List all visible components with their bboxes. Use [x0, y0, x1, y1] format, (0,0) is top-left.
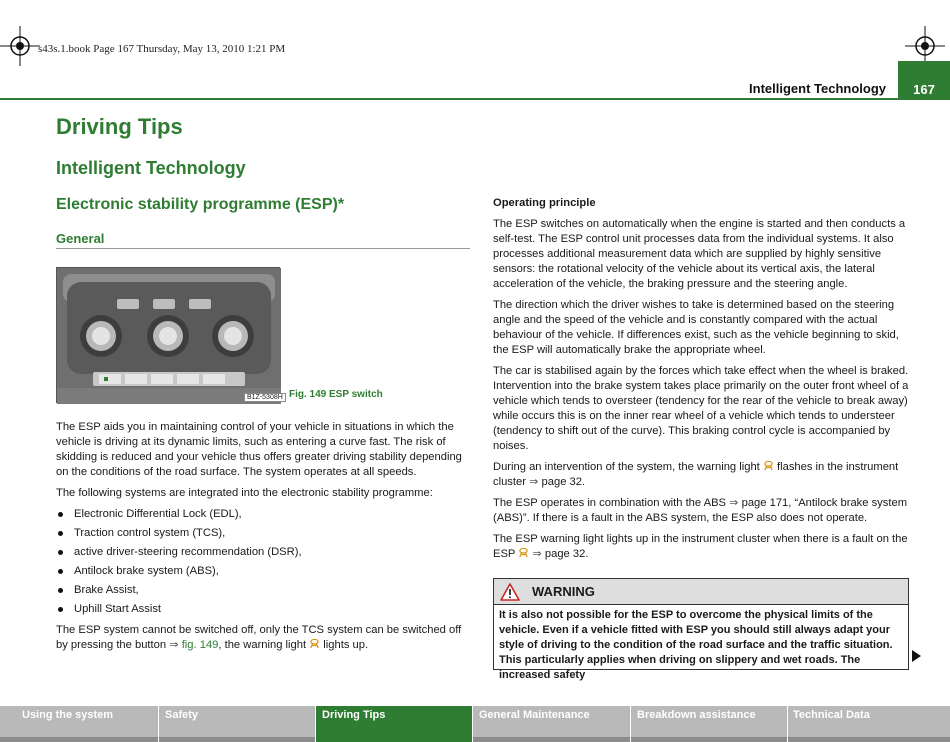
footer-tab-safety[interactable]: Safety [159, 706, 316, 742]
list-item: Traction control system (TCS), [56, 526, 472, 541]
operating-principle-heading: Operating principle [493, 197, 596, 209]
list-item: Uphill Start Assist [56, 602, 472, 617]
warning-box [493, 578, 909, 681]
esp-warning-lamp-icon [763, 460, 774, 471]
crop-mark-icon [0, 26, 40, 66]
direction-paragraph: The direction which the driver wishes to take is determined based on the steering angle and the speed of the vehicle and is constantly compared with the actual behaviour of the vehicle. If differences exist, such as the vehicle beginning to skid, the ESP will automatically brake the appropriate wheel. [493, 299, 899, 356]
continue-arrow-icon [912, 650, 921, 662]
warning-header [494, 579, 908, 605]
section-heading: Intelligent Technology [56, 158, 246, 178]
arrow-right-icon: ⇒ [532, 548, 542, 560]
page-number: 167 [898, 61, 950, 100]
topic-heading: General [56, 231, 470, 249]
intervention-paragraph: During an intervention of the system, the warning light flashes in the instrument cluster ⇒ page 32. [493, 461, 899, 488]
figure-code: B1Z-5308H [244, 393, 286, 402]
intro-paragraph: The ESP aids you in maintaining control of your vehicle in situations in which the vehicle is driving at its dynamic limits, such as entering a curve fast. The risk of skidding is reduced and your vehicle thus offers greater driving stability depending on the conditions of the road surface. The system operates at all speeds. [56, 421, 462, 478]
header-rule [0, 98, 898, 100]
list-item: Antilock brake system (ABS), [56, 564, 472, 579]
esp-warning-lamp-icon [518, 547, 529, 558]
switch-off-paragraph: The ESP system cannot be switched off, only the TCS system can be switched off by pressing the button ⇒ fig. 149, the warning light lights up. [56, 624, 462, 651]
self-test-paragraph: The ESP switches on automatically when the engine is started and then conducts a self-test. The ESP control unit processes data from the individual systems. It also processes additional measurement data which are supplied by highly sensitive sensors: the rotational velocity of the vehicle about its vertical axis, the lateral acceleration of the vehicle, the braking pressure and the steering angle. [493, 218, 906, 290]
footer-tab-driving-tips[interactable]: Driving Tips [316, 706, 473, 742]
arrow-right-icon: ⇒ [729, 497, 739, 509]
systems-intro-paragraph: The following systems are integrated into the electronic stability programme: [56, 487, 433, 499]
footer-tab-technical-data[interactable]: Technical Data [788, 706, 950, 742]
header-section-title: Intelligent Technology [749, 81, 886, 96]
footer-tab-general-maintenance[interactable]: General Maintenance [473, 706, 631, 742]
left-column [56, 420, 472, 659]
integrated-systems-list [56, 507, 472, 617]
footer-tab-breakdown-assistance[interactable]: Breakdown assistance [631, 706, 788, 742]
page-reference-link[interactable]: page 32. [544, 548, 589, 560]
page-reference-link[interactable]: page 171, “Antilock brake system (ABS)” [493, 497, 908, 524]
warning-triangle-icon [500, 583, 520, 601]
page-reference-link[interactable]: page 32. [541, 476, 586, 488]
warning-title: WARNING [532, 584, 595, 599]
stabilisation-paragraph: The car is stabilised again by the forces which take effect when the wheel is braked. Intervention into the brake system takes place primarily on the outer front wheel of a vehicle which tends to oversteer (tendency for the rear of the vehicle to break away) while occurs this is on the inner rear wheel of a vehicle which tends to understeer (tendency to shift out of the curve). This braking control cycle is accompanied by noises. [493, 365, 909, 452]
abs-paragraph: The ESP operates in combination with the ABS ⇒ page 171, “Antilock brake system (ABS)”. If there is a fault in the ABS system, the ESP also does not operate. [493, 497, 908, 524]
list-item: Electronic Differential Lock (EDL), [56, 507, 472, 522]
list-item: Brake Assist, [56, 583, 472, 598]
esp-switch-figure [56, 267, 280, 403]
arrow-right-icon: ⇒ [529, 476, 539, 488]
warning-text: It is also not possible for the ESP to overcome the physical limits of the vehicle. Even if a vehicle fitted with ESP you should still always adapt your style of driving to the condition of the road surface and the traffic situation. This particularly applies when driving on slippery and wet roads. The increased safety [499, 609, 893, 681]
esp-warning-lamp-icon [309, 638, 320, 649]
fault-paragraph: The ESP warning light lights up in the instrument cluster when there is a fault on the ESP ⇒ page 32. [493, 533, 908, 560]
list-item: active driver-steering recommendation (DSR), [56, 545, 472, 560]
figure-reference-link[interactable]: fig. 149 [181, 639, 219, 651]
subsection-heading: Electronic stability programme (ESP)* [56, 196, 345, 213]
footer-nav [0, 706, 950, 742]
crop-mark-icon [905, 26, 945, 66]
figure-caption: Fig. 149 ESP switch [289, 389, 383, 400]
footer-tab-using-the-system[interactable]: Using the system [0, 706, 159, 742]
arrow-right-icon: ⇒ [169, 639, 179, 651]
print-slug: s43s.1.book Page 167 Thursday, May 13, 2010 1:21 PM [38, 43, 286, 55]
right-column [493, 196, 909, 568]
chapter-heading: Driving Tips [56, 114, 183, 139]
